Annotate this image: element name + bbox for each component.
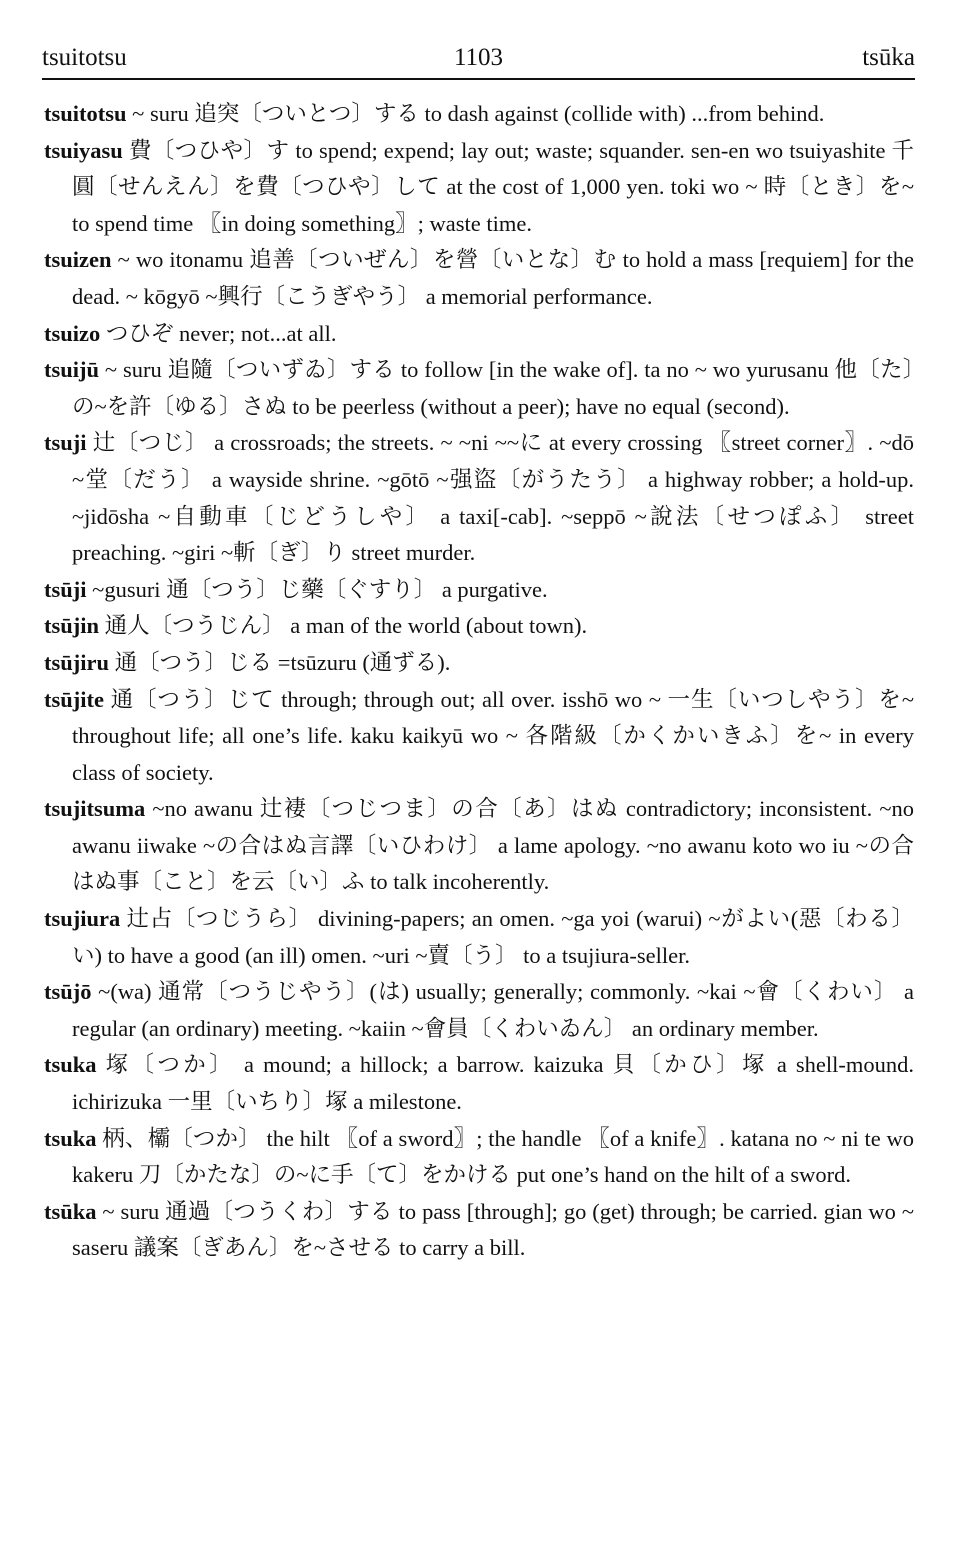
entry-body: ~ wo itonamu 追善〔ついぜん〕を營〔いとな〕む to hold a mass [requiem] for the dead. ~ kōgyō ~興行〔こうぎやう〕 a memorial performance. (72, 247, 914, 309)
page-number: 1103 (453, 44, 504, 71)
entry-body: ~ suru 追突〔ついとつ〕する to dash against (collide with) ...from behind. (132, 101, 825, 126)
dictionary-entry (44, 608, 914, 645)
dictionary-entry (44, 572, 914, 609)
headword: tsūjin (44, 613, 100, 639)
headword: tsuji (44, 430, 87, 456)
headword: tsūka (44, 1198, 97, 1224)
dictionary-entry (44, 352, 914, 425)
dictionary-entry (44, 316, 914, 353)
entry-body: ~no awanu 辻褄〔つじつま〕の合〔あ〕はぬ contradictory; inconsistent. ~no awanu iiwake ~の合はぬ言譯〔いひわけ〕 a lame apology. ~no awanu koto wo iu ~の合はぬ事〔こと〕を云〔い〕ふ to talk incoherently. (72, 796, 914, 895)
dictionary-entry (44, 682, 914, 792)
entry-body: 通〔つう〕じて through; through out; all over. isshō wo ~ 一生〔いつしやう〕を~ throughout life; all one’s life. kaku kaikyū wo ~ 各階級〔かくかいきふ〕を~ in every class of society. (72, 686, 915, 785)
headword: tsuka (44, 1125, 97, 1151)
dictionary-entry (44, 1121, 914, 1194)
headword: tsūjō (44, 979, 92, 1005)
dictionary-entry (44, 974, 914, 1047)
headword: tsuitotsu (44, 101, 127, 126)
dictionary-entry (44, 1194, 914, 1267)
headword: tsuizo (44, 320, 101, 346)
guide-word-right: tsūka (862, 44, 915, 71)
headword: tsuiyasu (44, 137, 123, 163)
dictionary-entry (44, 791, 914, 901)
entry-body: ~gusuri 通〔つう〕じ藥〔ぐすり〕 a purgative. (92, 576, 548, 602)
dictionary-entry (44, 425, 914, 571)
entry-body: 通〔つう〕じる =tsūzuru (通ずる). (114, 649, 451, 675)
headword: tsūjite (44, 686, 104, 712)
entry-body: ~ suru 通過〔つうくわ〕する to pass [through]; go (get) through; be carried. gian wo ~ saseru 議案〔ぎあん〕を~させる to carry a bill. (72, 1198, 914, 1261)
entry-body: 塚〔つか〕 a mound; a hillock; a barrow. kaizuka 貝〔かひ〕塚 a shell-mound. ichirizuka 一里〔いちり〕塚 a milestone. (72, 1052, 915, 1115)
dictionary-entry (44, 133, 914, 243)
dictionary-entry (44, 96, 914, 133)
headword: tsūji (44, 576, 87, 602)
running-head (42, 38, 915, 80)
headword: tsuka (44, 1052, 97, 1078)
guide-word-left: tsuitotsu (42, 44, 127, 71)
entry-body: 辻〔つじ〕 a crossroads; the streets. ~ ~ni ~~に at every crossing 〖street corner〗. ~dō ~堂〔だう〕 a wayside shrine. ~gōtō ~强盜〔がうたう〕 a highway robber; a hold-up. ~jidōsha ~自動車〔じどうしや〕 a taxi[-cab]. ~seppō ~說法〔せつぽふ〕 street preaching. ~giri ~斬〔ぎ〕り street murder. (72, 430, 914, 566)
dictionary-entry (44, 242, 914, 315)
dictionary-entry (44, 901, 914, 974)
entry-body: 柄、欛〔つか〕 the hilt 〖of a sword〗; the handle 〖of a knife〗. katana no ~ ni te wo kakeru 刀〔かたな〕の~に手〔て〕をかける put one’s hand on the hilt of a sword. (72, 1125, 914, 1188)
headword: tsujiura (44, 906, 121, 932)
dictionary-entry (44, 1047, 914, 1120)
entry-body: ~(wa) 通常〔つうじやう〕(は) usually; generally; commonly. ~kai ~會〔くわい〕 a regular (an ordinary) meeting. ~kaiin ~會員〔くわいゐん〕 an ordinary member. (72, 979, 915, 1041)
headword: tsujitsuma (44, 796, 146, 822)
entry-list (44, 96, 914, 1267)
headword: tsuizen (44, 247, 112, 273)
headword: tsūjiru (44, 649, 110, 675)
dictionary-entry (44, 645, 914, 682)
headword: tsuijū (44, 357, 100, 383)
entry-body: つひぞ never; not...at all. (105, 320, 337, 346)
entry-body: 通人〔つうじん〕 a man of the world (about town). (104, 613, 588, 639)
entry-body: 費〔つひや〕す to spend; expend; lay out; waste; squander. sen-en wo tsuiyashite 千圓〔せんえん〕を費〔つひや〕して at the cost of 1,000 yen. toki wo ~ 時〔とき〕を~ to spend time 〖in doing something〗; waste time. (72, 137, 914, 236)
entry-body: ~ suru 追隨〔ついずゐ〕する to follow [in the wake of]. ta no ~ wo yurusanu 他〔た〕の~を許〔ゆる〕さぬ to be peerless (without a peer); have no equal (second). (72, 357, 914, 419)
entry-body: 辻占〔つじうら〕 divining-papers; an omen. ~ga yoi (warui) ~がよい(惡〔わる〕い) to have a good (an ill) omen. ~uri ~賣〔う〕 to a tsujiura-seller. (72, 906, 914, 968)
